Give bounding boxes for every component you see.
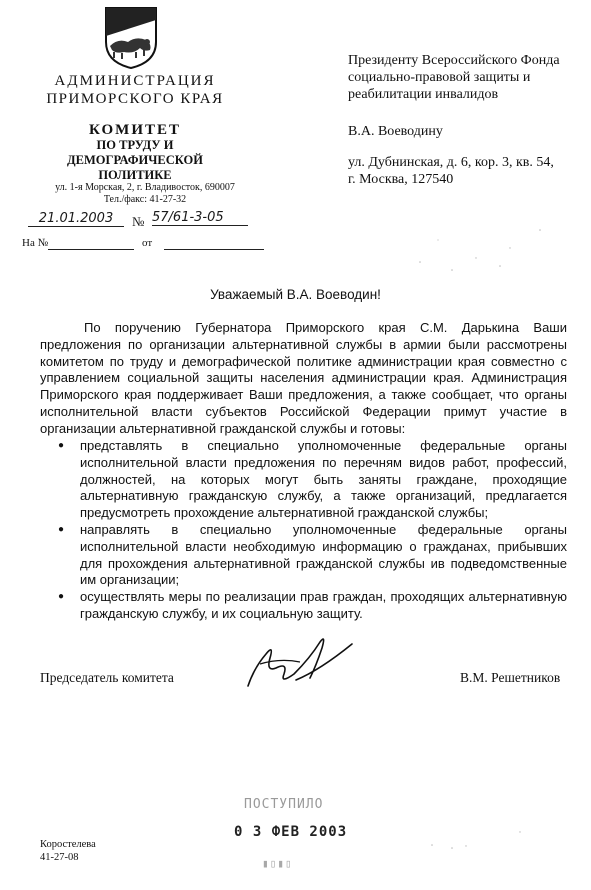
bullet-list bbox=[40, 438, 567, 623]
list-item-text: представлять в специально уполномоченные федеральные органы исполнительной власти предложения по перечням видов работ, профессий, должностей, на которых могут быть заняты граждане, проходящие альтернативную гражданскую службу, а также организаций, предлагается предусмотреть прохождение альтернативной гражданской службы; bbox=[80, 438, 567, 521]
committee-title: КОМИТЕТ bbox=[88, 122, 181, 138]
outgoing-date: 21.01.2003 bbox=[28, 211, 124, 227]
letter-greeting: Уважаемый В.А. Воеводин! bbox=[210, 287, 381, 302]
org-name-line2: ПРИМОРСКОГО КРАЯ bbox=[46, 91, 224, 107]
addressee-line: социально-правовой защиты и bbox=[348, 70, 531, 85]
outgoing-reference bbox=[22, 210, 262, 232]
incoming-date-label: от bbox=[142, 237, 153, 249]
recipient-address-line: г. Москва, 127540 bbox=[348, 172, 454, 187]
recipient-address bbox=[348, 154, 578, 188]
incoming-number-label: На № bbox=[22, 237, 49, 249]
outgoing-number: 57/61-3-05 bbox=[152, 210, 248, 226]
list-item bbox=[40, 438, 567, 522]
list-item bbox=[40, 522, 567, 589]
bullet-icon: ● bbox=[58, 440, 65, 451]
bullet-icon: ● bbox=[58, 591, 65, 603]
incoming-reference bbox=[22, 237, 262, 253]
letter-paragraph: По поручению Губернатора Приморского края С.М. Дарькина Ваши предложения по организации альтернативной службы в армии были рассмотрены комитетом по труду и демографической политике администрации края совместно с управлением социальной защиты населения администрации края. Администрация Приморского края поддерживает Ваши предложения, а также сообщает, что органы исполнительной власти субъектов Российской Федерации примут участие в организации альтернативной гражданской службы и готовы: bbox=[40, 320, 567, 436]
list-item-text: направлять в специально уполномоченные федеральные органы исполнительной власти необходимую информацию о гражданах, прибывших для прохождения альтернативной гражданской службы ив подведомственные им организации; bbox=[80, 521, 567, 588]
number-label: № bbox=[132, 214, 145, 229]
bullet-icon: ● bbox=[58, 523, 65, 535]
list-item bbox=[40, 589, 567, 623]
executor-block bbox=[40, 838, 96, 864]
addressee-line: Президенту Всероссийского Фонда bbox=[348, 53, 560, 68]
org-name-line1: АДМИНИСТРАЦИЯ bbox=[54, 73, 216, 89]
recipient-name: В.А. Воеводину bbox=[348, 124, 443, 139]
coat-of-arms-emblem bbox=[100, 6, 162, 70]
recipient-address-line: ул. Дубнинская, д. 6, кор. 3, кв. 54, bbox=[348, 155, 554, 170]
incoming-number-line bbox=[48, 249, 134, 250]
list-item-text: осуществлять меры по реализации прав граждан, проходящих альтернативную гражданскую службу, и их социальную защиту. bbox=[80, 589, 567, 621]
received-stamp-label: ПОСТУПИЛО bbox=[244, 797, 324, 812]
incoming-date-line bbox=[164, 249, 264, 250]
signatory-name: В.М. Решетников bbox=[460, 670, 561, 685]
executor-phone: 41-27-08 bbox=[40, 852, 79, 863]
signatory-title: Председатель комитета bbox=[40, 670, 174, 685]
org-telfax: Тел./факс: 41-27-32 bbox=[103, 194, 187, 205]
handwritten-signature bbox=[240, 628, 360, 692]
addressee-line: реабилитации инвалидов bbox=[348, 87, 499, 102]
org-address: ул. 1-я Морская, 2, г. Владивосток, 690007 bbox=[55, 182, 235, 193]
executor-name: Коростелева bbox=[40, 839, 96, 850]
addressee-block bbox=[348, 52, 578, 103]
stamp-smudge: ▮▯▮▯ bbox=[262, 857, 293, 870]
committee-subtitle: ПО ТРУДУ И ДЕМОГРАФИЧЕСКОЙ ПОЛИТИКЕ bbox=[67, 138, 203, 182]
received-stamp-date: 0 3 ФЕВ 2003 bbox=[234, 824, 348, 840]
